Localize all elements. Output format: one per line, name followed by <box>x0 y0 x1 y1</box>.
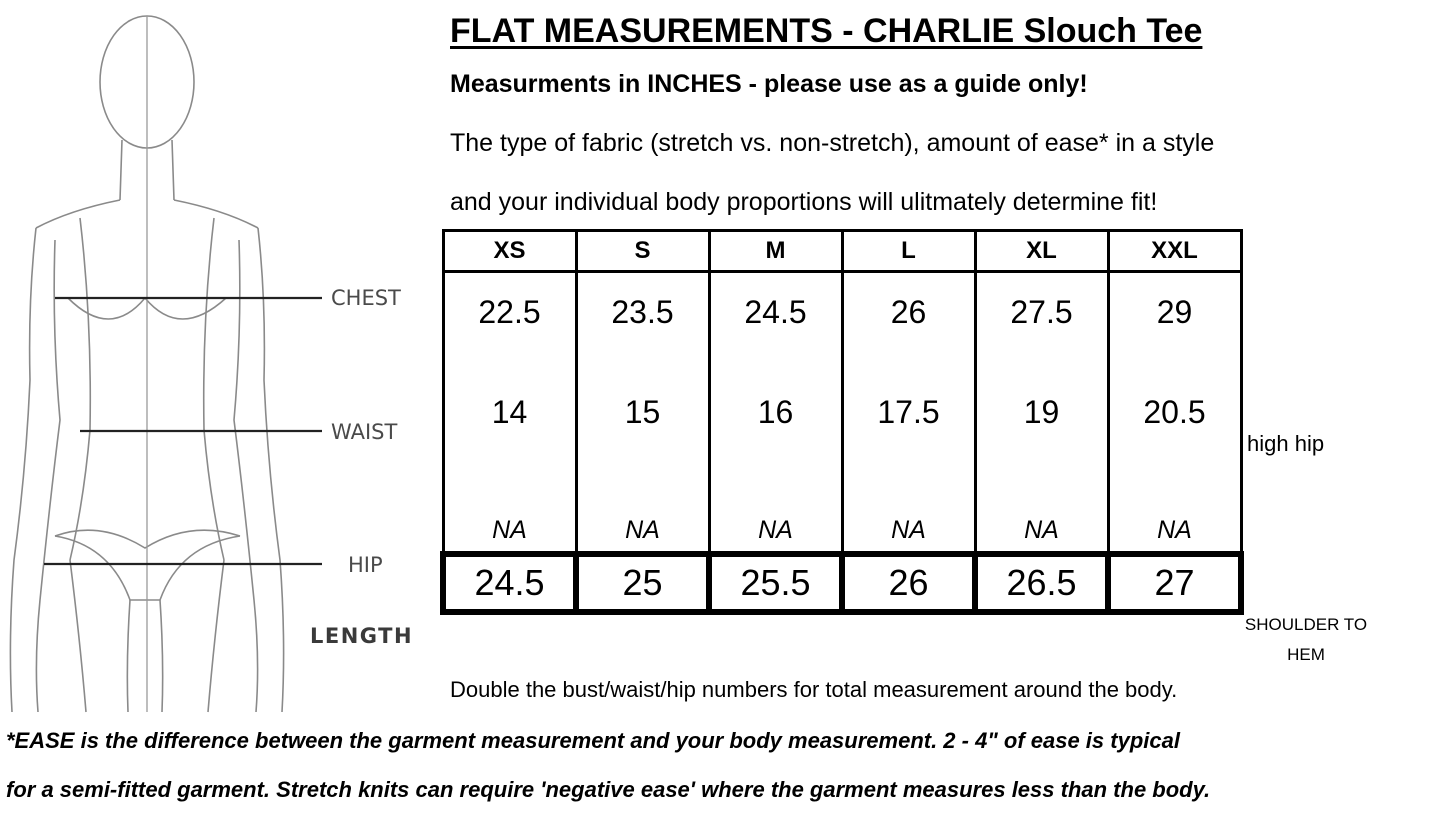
hip-label: HIP <box>348 553 383 577</box>
hip-cell: NA <box>709 477 842 554</box>
length-row <box>443 554 1241 612</box>
footnote: Double the bust/waist/hip numbers for total measurement around the body. <box>450 677 1178 702</box>
length-cell: 26.5 <box>975 554 1108 612</box>
intro-line-2: and your individual body proportions will ulitmately determine fit! <box>450 188 1158 216</box>
chest-label: CHEST <box>331 286 401 310</box>
chest-cell: 24.5 <box>709 272 842 348</box>
length-cell: 24.5 <box>443 554 576 612</box>
hip-cell: NA <box>576 477 709 554</box>
size-chart-table <box>440 229 1244 615</box>
hip-cell: NA <box>443 477 576 554</box>
intro-line-1: The type of fabric (stretch vs. non-stretch), amount of ease* in a style <box>450 129 1215 157</box>
size-header: XL <box>975 231 1108 272</box>
waist-cell: 14 <box>443 347 576 477</box>
waist-cell: 20.5 <box>1108 347 1241 477</box>
size-header: M <box>709 231 842 272</box>
size-header: XS <box>443 231 576 272</box>
waist-cell: 17.5 <box>842 347 975 477</box>
chest-cell: 29 <box>1108 272 1241 348</box>
subtitle: Measurments in INCHES - please use as a guide only! <box>450 70 1088 98</box>
size-header-row <box>443 231 1241 272</box>
page-title: FLAT MEASUREMENTS - CHARLIE Slouch Tee <box>450 12 1203 50</box>
body-figure-illustration <box>0 0 430 720</box>
size-header: XXL <box>1108 231 1241 272</box>
waist-row <box>443 347 1241 477</box>
chest-cell: 23.5 <box>576 272 709 348</box>
waist-cell: 15 <box>576 347 709 477</box>
length-cell: 27 <box>1108 554 1241 612</box>
hip-row <box>443 477 1241 554</box>
chest-cell: 27.5 <box>975 272 1108 348</box>
length-note: SHOULDER TO HEM <box>1244 615 1368 664</box>
hip-cell: NA <box>1108 477 1241 554</box>
size-header: L <box>842 231 975 272</box>
size-header: S <box>576 231 709 272</box>
waist-label: WAIST <box>331 420 398 444</box>
hip-cell: NA <box>975 477 1108 554</box>
ease-note-line-1: *EASE is the difference between the garment measurement and your body measurement. 2 - 4" of ease is typical <box>6 728 1180 753</box>
chest-cell: 26 <box>842 272 975 348</box>
length-cell: 26 <box>842 554 975 612</box>
waist-cell: 16 <box>709 347 842 477</box>
length-cell: 25 <box>576 554 709 612</box>
waist-cell: 19 <box>975 347 1108 477</box>
ease-note-line-2: for a semi-fitted garment. Stretch knits can require 'negative ease' where the garment measures less than the body. <box>6 777 1211 802</box>
length-cell: 25.5 <box>709 554 842 612</box>
waist-note: high hip <box>1247 431 1325 456</box>
chest-row <box>443 272 1241 348</box>
hip-cell: NA <box>842 477 975 554</box>
chest-cell: 22.5 <box>443 272 576 348</box>
length-label: LENGTH <box>310 624 414 648</box>
